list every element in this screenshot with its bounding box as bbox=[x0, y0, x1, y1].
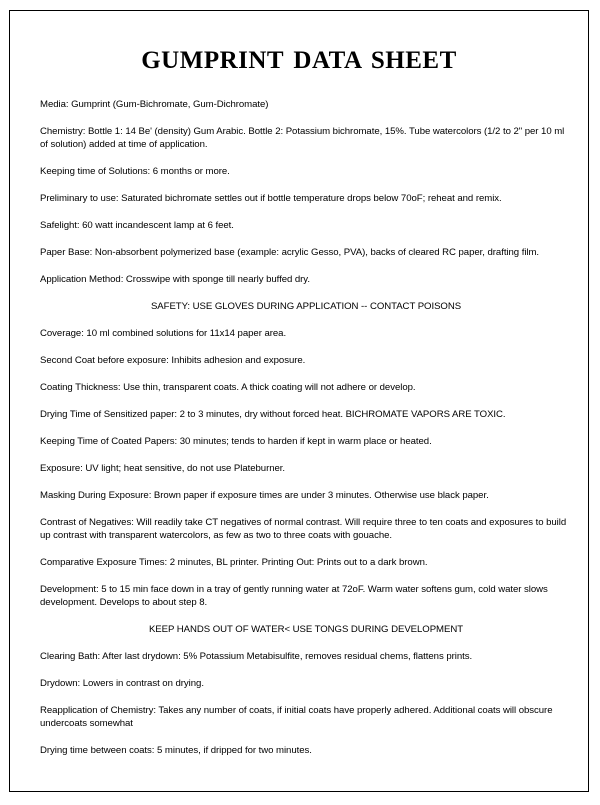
document-body bbox=[40, 98, 572, 771]
paragraph-drying-time-sensitized: Drying Time of Sensitized paper: 2 to 3 minutes, dry without forced heat. BICHROMATE VAPORS ARE TOXIC. bbox=[40, 409, 506, 420]
paragraph-keeping-time-coated: Keeping Time of Coated Papers: 30 minutes; tends to harden if kept in warm place or heated. bbox=[40, 436, 432, 447]
paragraph-drying-between-coats: Drying time between coats: 5 minutes, if dripped for two minutes. bbox=[40, 745, 312, 756]
paragraph-second-coat: Second Coat before exposure: Inhibits adhesion and exposure. bbox=[40, 355, 306, 366]
paragraph-development: Development: 5 to 15 min face down in a tray of gently running water at 72oF. Warm water softens gum, cold water slows development. Develops to about step 8. bbox=[40, 584, 548, 608]
data-sheet-page bbox=[9, 10, 589, 792]
document-title: GUMPRINT DATA SHEET bbox=[141, 47, 457, 74]
paragraph-masking: Masking During Exposure: Brown paper if exposure times are under 3 minutes. Otherwise use black paper. bbox=[40, 490, 489, 501]
paragraph-exposure-times: Comparative Exposure Times: 2 minutes, BL printer. Printing Out: Prints out to a dark brown. bbox=[40, 557, 428, 568]
paragraph-coverage: Coverage: 10 ml combined solutions for 11x14 paper area. bbox=[40, 328, 287, 339]
paragraph-drydown: Drydown: Lowers in contrast on drying. bbox=[40, 678, 204, 689]
paragraph-keeping-time-solutions: Keeping time of Solutions: 6 months or more. bbox=[40, 166, 230, 177]
paragraph-safelight: Safelight: 60 watt incandescent lamp at 6 feet. bbox=[40, 220, 234, 231]
paragraph-contrast-negatives: Contrast of Negatives: Will readily take CT negatives of normal contrast. Will require three to ten coats and exposures to build up contrast with transparent watercolors, as few as two to three coats with gouache. bbox=[40, 517, 567, 541]
paragraph-clearing-bath: Clearing Bath: After last drydown: 5% Potassium Metabisulfite, removes residual chems, flattens prints. bbox=[40, 651, 473, 662]
paragraph-exposure: Exposure: UV light; heat sensitive, do not use Plateburner. bbox=[40, 463, 286, 474]
safety-warning-gloves: SAFETY: USE GLOVES DURING APPLICATION -- CONTACT POISONS bbox=[150, 301, 462, 312]
paragraph-reapplication: Reapplication of Chemistry: Takes any number of coats, if initial coats have properly adhered. Additional coats will obscure undercoats somewhat bbox=[40, 705, 553, 729]
paragraph-media: Media: Gumprint (Gum-Bichromate, Gum-Dichromate) bbox=[40, 99, 269, 110]
paragraph-paper-base: Paper Base: Non-absorbent polymerized base (example: acrylic Gesso, PVA), backs of cleared RC paper, drafting film. bbox=[40, 247, 540, 258]
paragraph-chemistry: Chemistry: Bottle 1: 14 Be' (density) Gum Arabic. Bottle 2: Potassium bichromate, 15%. Tube watercolors (1/2 to 2" per 10 ml of solution) added at time of application. bbox=[40, 126, 565, 150]
paragraph-coating-thickness: Coating Thickness: Use thin, transparent coats. A thick coating will not adhere or develop. bbox=[40, 382, 416, 393]
paragraph-preliminary: Preliminary to use: Saturated bichromate settles out if bottle temperature drops below 70oF; reheat and remix. bbox=[40, 193, 502, 204]
safety-warning-hands: KEEP HANDS OUT OF WATER< USE TONGS DURING DEVELOPMENT bbox=[148, 624, 464, 635]
paragraph-application-method: Application Method: Crosswipe with sponge till nearly buffed dry. bbox=[40, 274, 310, 285]
